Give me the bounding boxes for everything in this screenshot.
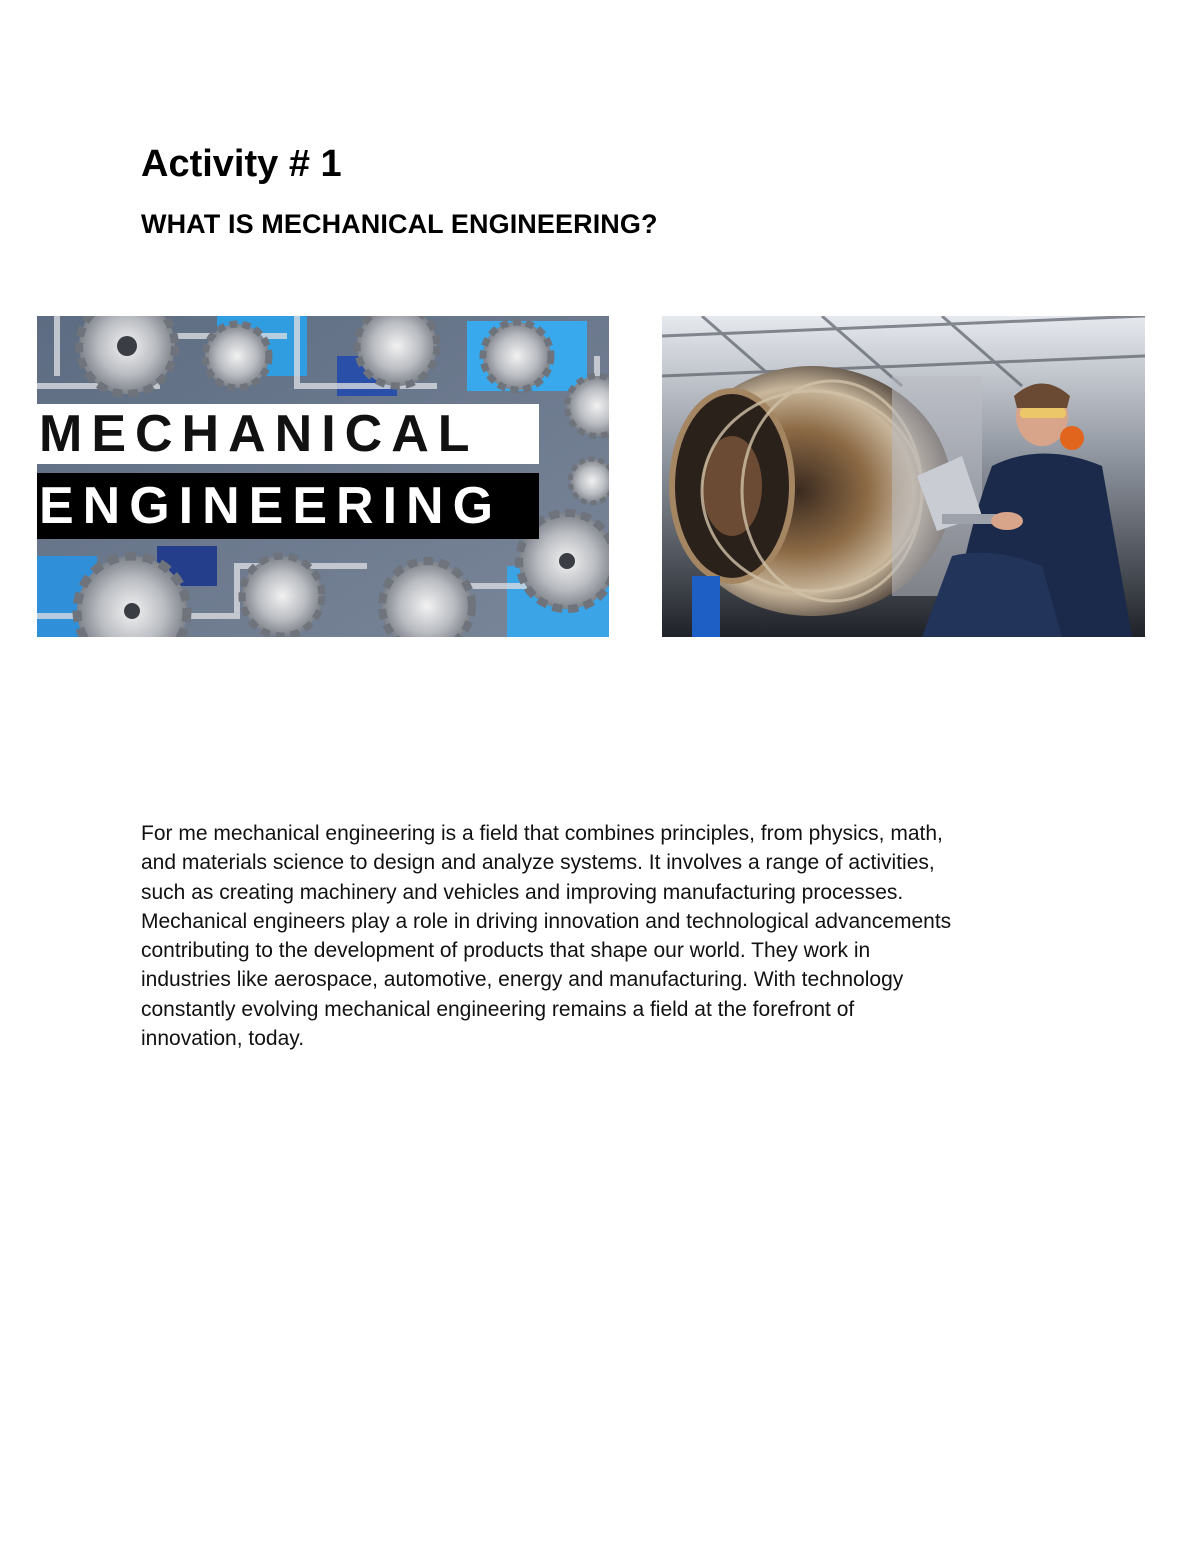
activity-title: Activity # 1: [141, 143, 342, 185]
body-paragraph: [141, 819, 1061, 1053]
paragraph-line: Mechanical engineers play a role in driving innovation and technological advancements: [141, 909, 952, 933]
jet-engine-illustration: [662, 316, 1145, 637]
banner-text-engineering: ENGINEERING: [37, 473, 539, 539]
mechanical-engineering-banner-image: [37, 316, 609, 637]
paragraph-line: industries like aerospace, automotive, energy and manufacturing. With technology: [141, 968, 904, 992]
paragraph-line: constantly evolving mechanical engineering remains a field at the forefront of: [141, 997, 855, 1021]
engineer-jet-engine-photo: [662, 316, 1145, 637]
paragraph-line: and materials science to design and analyze systems. It involves a range of activities,: [141, 851, 935, 875]
banner-text-mechanical: MECHANICAL: [37, 404, 539, 464]
section-heading: WHAT IS MECHANICAL ENGINEERING?: [141, 209, 658, 239]
paragraph-line: innovation, today.: [141, 1027, 305, 1051]
paragraph-line: contributing to the development of products that shape our world. They work in: [141, 939, 871, 963]
paragraph-line: For me mechanical engineering is a field that combines principles, from physics, math,: [141, 822, 943, 845]
paragraph-line: such as creating machinery and vehicles and improving manufacturing processes.: [141, 880, 904, 904]
